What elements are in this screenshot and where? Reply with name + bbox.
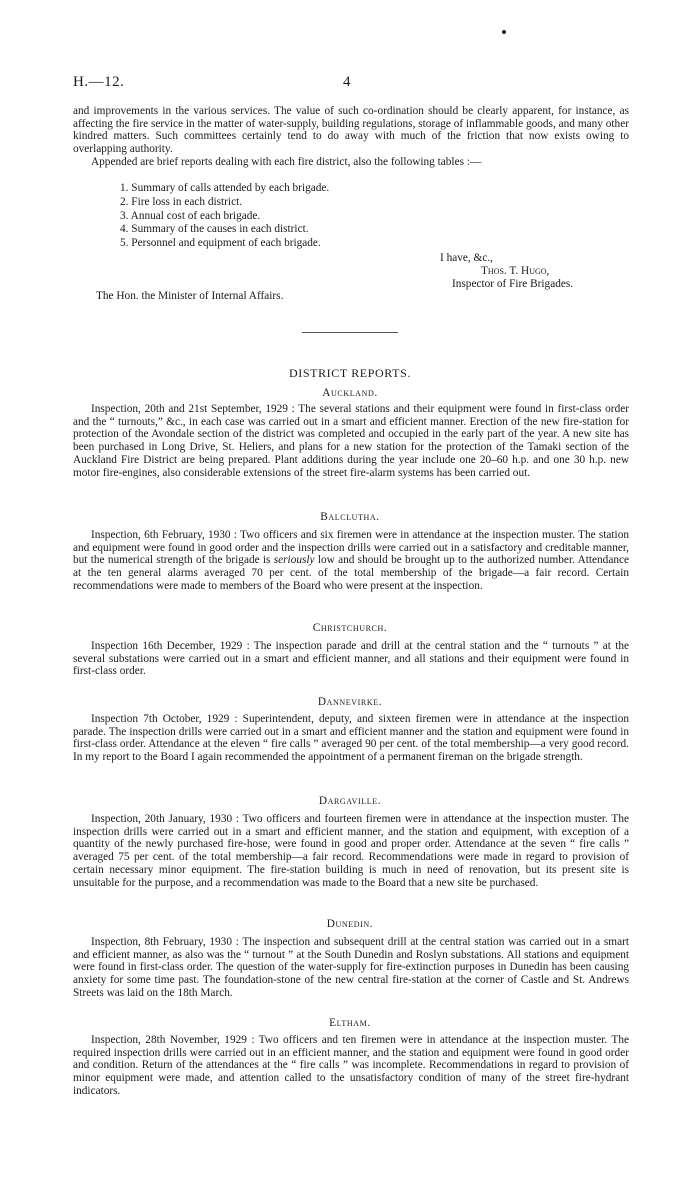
christchurch-heading: Christchurch. xyxy=(312,622,388,634)
christchurch-text: Inspection 16th December, 1929 : The inspection parade and drill at the central station and the “ turnouts ” at the several substations were carried out in a smart and efficient manner, and all stations and their equipment were found in first-class order. xyxy=(73,640,629,678)
list-item: 2. Fire loss in each district. xyxy=(120,195,243,208)
list-item: 4. Summary of the causes in each district. xyxy=(120,223,309,236)
dannevirke-report xyxy=(73,713,629,764)
signature-closing: I have, &c., xyxy=(440,252,494,264)
section-title: DISTRICT REPORTS. xyxy=(289,366,411,380)
balclutha-text-a: Inspection, 6th February, 1930 : Two officers and six firemen were in attendance at the inspection muster. The station and equipment were found in good order and the inspection drills were carried out in a satisfactory and creditable manner, but the numerical strength of the brigade is xyxy=(73,529,629,567)
intro-paragraph xyxy=(73,105,629,169)
balclutha-emphasis: seriously xyxy=(273,554,315,567)
christchurch-report xyxy=(73,640,629,678)
balclutha-text-b: low and should be brought up to the authorized number. Attendance at the ten general alarms averaged 70 per cent. of the total membership of the brigade—a fair record. Certain recommendations were made to members of the Board who were present at the inspection. xyxy=(73,554,630,592)
eltham-report xyxy=(73,1034,629,1098)
auckland-report xyxy=(73,403,629,479)
section-divider xyxy=(302,332,398,333)
series-number: H.—12. xyxy=(73,74,125,90)
balclutha-report xyxy=(73,529,629,593)
dannevirke-text: Inspection 7th October, 1929 : Superintendent, deputy, and sixteen firemen were in attendance at the inspection parade. The inspection drills were carried out in a smart and efficient manner and the station and equipment were found in first-class order. Attendance at the eleven “ fire calls ” averaged 90 per cent. of the total membership—a very good record. In my report to the Board I again recommended the appointment of a permanent fireman on the brigade strength. xyxy=(73,713,629,764)
signature-title: Inspector of Fire Brigades. xyxy=(452,278,574,290)
list-item: 5. Personnel and equipment of each brigade. xyxy=(120,237,321,250)
dannevirke-heading: Dannevirke. xyxy=(317,696,383,708)
dargaville-heading: Dargaville. xyxy=(318,795,382,807)
auckland-heading: Auckland. xyxy=(322,387,378,399)
addressee: The Hon. the Minister of Internal Affairs. xyxy=(96,290,284,302)
signature-name: Thos. T. Hugo, xyxy=(481,265,550,277)
balclutha-text xyxy=(73,529,629,593)
print-mark xyxy=(502,30,506,34)
dargaville-text: Inspection, 20th January, 1930 : Two officers and fourteen firemen were in attendance at the inspection muster. The inspection drills were carried out in a smart and efficient manner, and the station and equipment, with exception of a quantity of the newly purchased fire-hose, were found in good and proper order. Attendance at the seven “ fire calls ” averaged 75 per cent. of the total membership—a fair record. Recommendations were made in regard to provision of certain necessary minor equipment. The fire-station building is much in need of renovation, but its present site is unsuitable for the purpose, and a recommendation was made to the Board that a new site be purchased. xyxy=(73,813,629,889)
list-item: 3. Annual cost of each brigade. xyxy=(120,209,261,222)
appended-text: Appended are brief reports dealing with each fire district, also the following tables :— xyxy=(91,155,482,168)
eltham-heading: Eltham. xyxy=(329,1017,371,1029)
tables-list xyxy=(120,182,329,251)
eltham-text: Inspection, 28th November, 1929 : Two officers and ten firemen were in attendance at the inspection muster. The required inspection drills were carried out in an efficient manner, and the station and equipment were found in good order and condition. Return of the attendances at the “ fire calls ” was incomplete. Recommendations in regard to provision of minor equipment were made, and attention called to the unsatisfactory condition of many of the street fire-hydrant indicators. xyxy=(73,1034,629,1097)
intro-text: and improvements in the various services. The value of such co-ordination should be clearly apparent, for instance, as affecting the fire service in the matter of water-supply, building regulations, storage of inflammable goods, and many other kindred matters. Such committees certainly tend to do away with much of the friction that now exists owing to overlapping authority. xyxy=(73,105,629,156)
auckland-text: Inspection, 20th and 21st September, 1929 : The several stations and their equipment were found in first-class order and the “ turnouts,” &c., in each case was carried out in a smart and efficient manner. Erection of the new fire-station for protection of the Avondale section of the district was completed and occupied in the early part of the year. A new site has been purchased in Long Drive, St. Heliers, and plans for a new station for the protection of the Tamaki section of the Auckland Fire District are being prepared. Plant additions during the year include one 20–60 h.p. and one 30 h.p. new motor fire-engines, also considerable extensions of the street fire-alarm systems has been carried out. xyxy=(73,403,629,479)
dargaville-report xyxy=(73,813,629,889)
balclutha-heading: Balclutha. xyxy=(320,511,380,523)
page-number: 4 xyxy=(343,74,351,90)
list-item: 1. Summary of calls attended by each brigade. xyxy=(120,182,330,194)
dunedin-text: Inspection, 8th February, 1930 : The inspection and subsequent drill at the central station was carried out in a smart and efficient manner, as also was the “ turnout ” at the South Dunedin and Roslyn substations. All stations and equipment were found in first-class order. The question of the water-supply for fire-extinction purposes in Dunedin has been causing anxiety for some time past. The foundation-stone of the new central fire-station at the corner of Castle and St. Andrews Streets was laid on the 18th March. xyxy=(73,936,629,999)
dunedin-report xyxy=(73,936,629,1000)
dunedin-heading: Dunedin. xyxy=(326,918,374,930)
